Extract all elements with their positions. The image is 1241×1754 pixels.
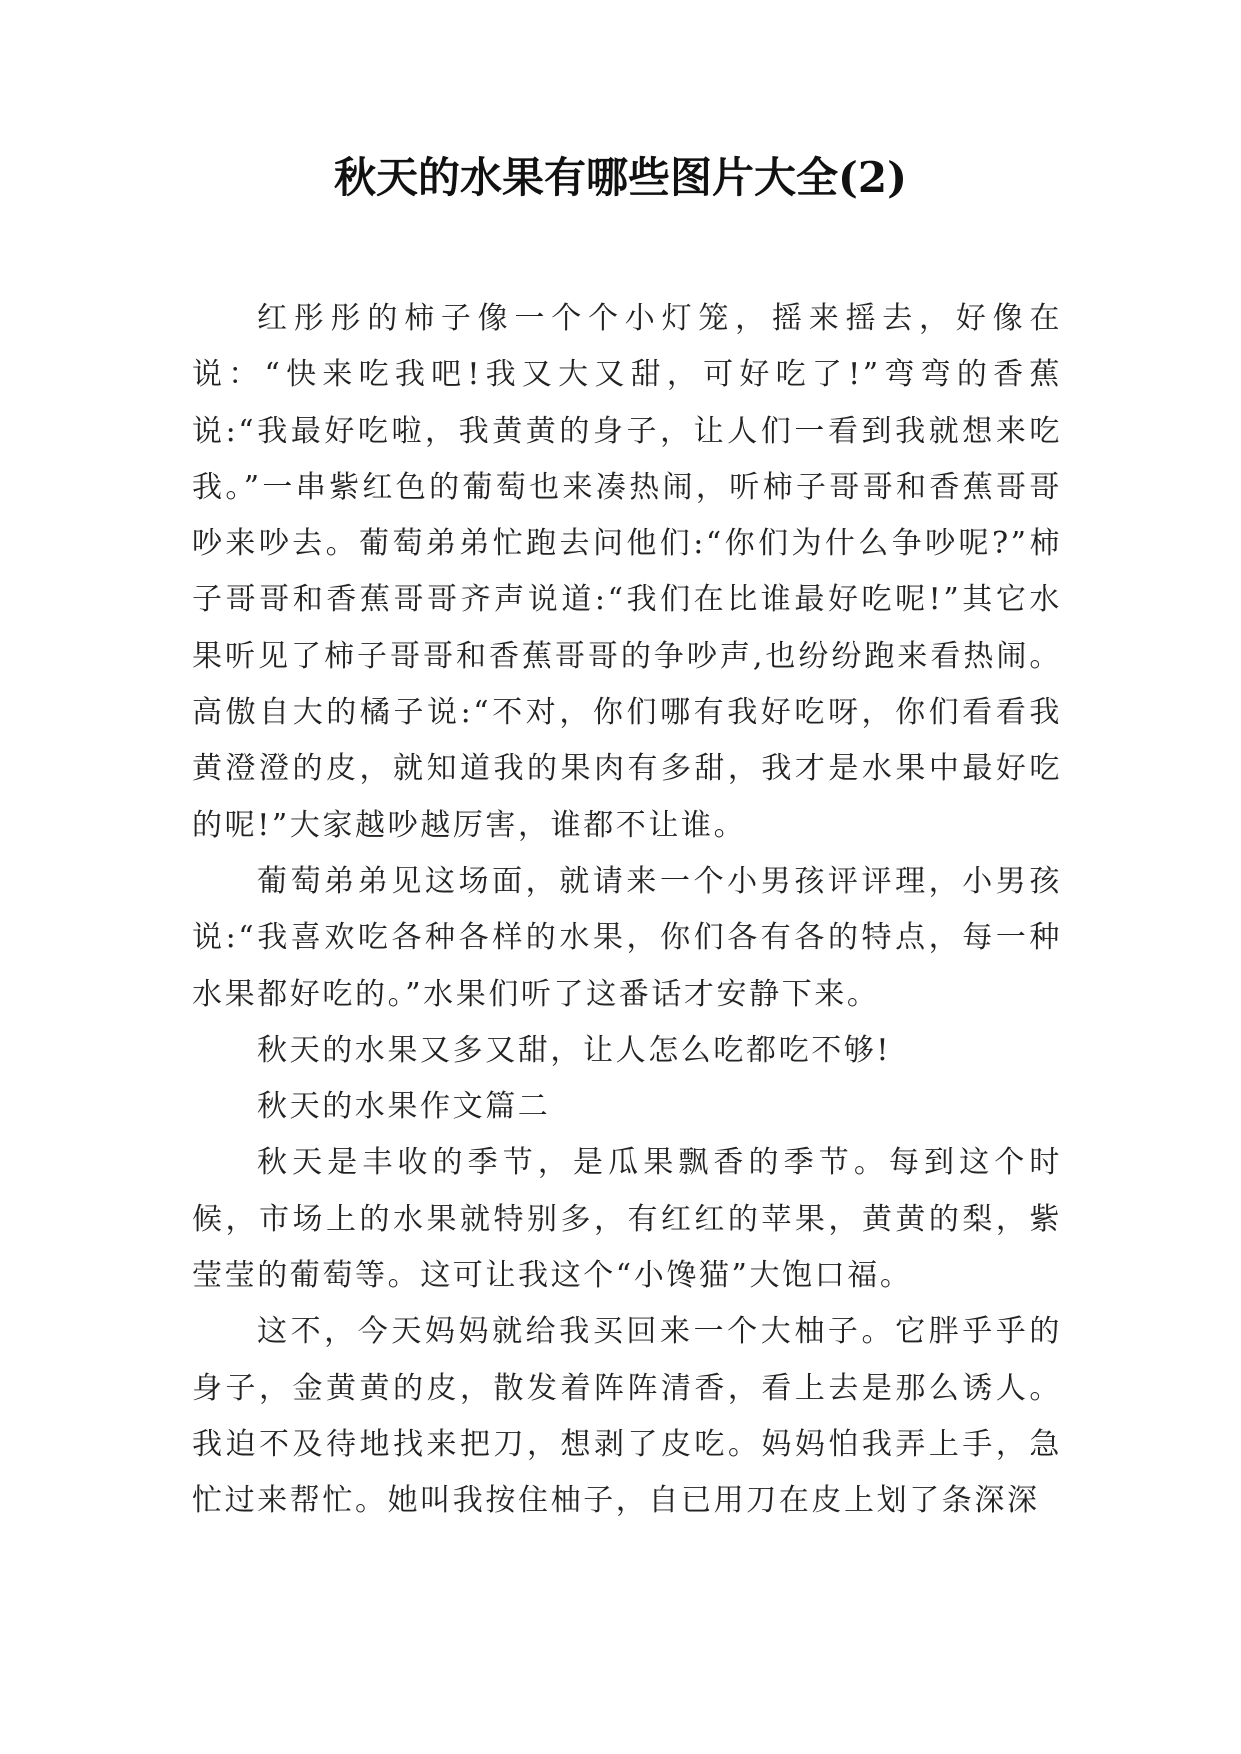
paragraph: 秋天是丰收的季节，是瓜果飘香的季节。每到这个时候，市场上的水果就特别多，有红红的苹果，黄黄的梨，紫莹莹的葡萄等。这可让我这个“小馋猫”大饱口福。 (192, 1145, 1062, 1294)
section-heading: 秋天的水果作文篇二 (257, 1089, 551, 1125)
paragraph: 这不，今天妈妈就给我买回来一个大柚子。它胖乎乎的身子，金黄黄的皮，散发着阵阵清香，看上去是那么诱人。我迫不及待地找来把刀，想剥了皮吃。妈妈怕我弄上手，急忙过来帮忙。她叫我按住柚子，自已用刀在皮上划了条深深 (192, 1314, 1062, 1519)
paragraph: 葡萄弟弟见这场面，就请来一个小男孩评评理，小男孩说:“我喜欢吃各种各样的水果，你们各有各的特点，每一种水果都好吃的。”水果们听了这番话才安静下来。 (192, 863, 1062, 1012)
paragraph: 秋天的水果又多又甜，让人怎么吃都吃不够! (257, 1032, 892, 1068)
paragraph: 红彤彤的柿子像一个个小灯笼，摇来摇去，好像在说：“快来吃我吧!我又大又甜，可好吃了!”弯弯的香蕉说:“我最好吃啦，我黄黄的身子，让人们一看到我就想来吃我。”一串紫红色的葡萄也来凑热闹，听柿子哥哥和香蕉哥哥吵来吵去。葡萄弟弟忙跑去问他们:“你们为什么争吵呢?”柿子哥哥和香蕉哥哥齐声说道:“我们在比谁最好吃呢!”其它水果听见了柿子哥哥和香蕉哥哥的争吵声,也纷纷跑来看热闹。高傲自大的橘子说:“不对，你们哪有我好吃呀，你们看看我黄澄澄的皮，就知道我的果肉有多甜，我才是水果中最好吃的呢!”大家越吵越厉害，谁都不让谁。 (192, 301, 1062, 843)
document-body (192, 291, 1062, 1530)
document-title: 秋天的水果有哪些图片大全(2) (334, 153, 907, 202)
